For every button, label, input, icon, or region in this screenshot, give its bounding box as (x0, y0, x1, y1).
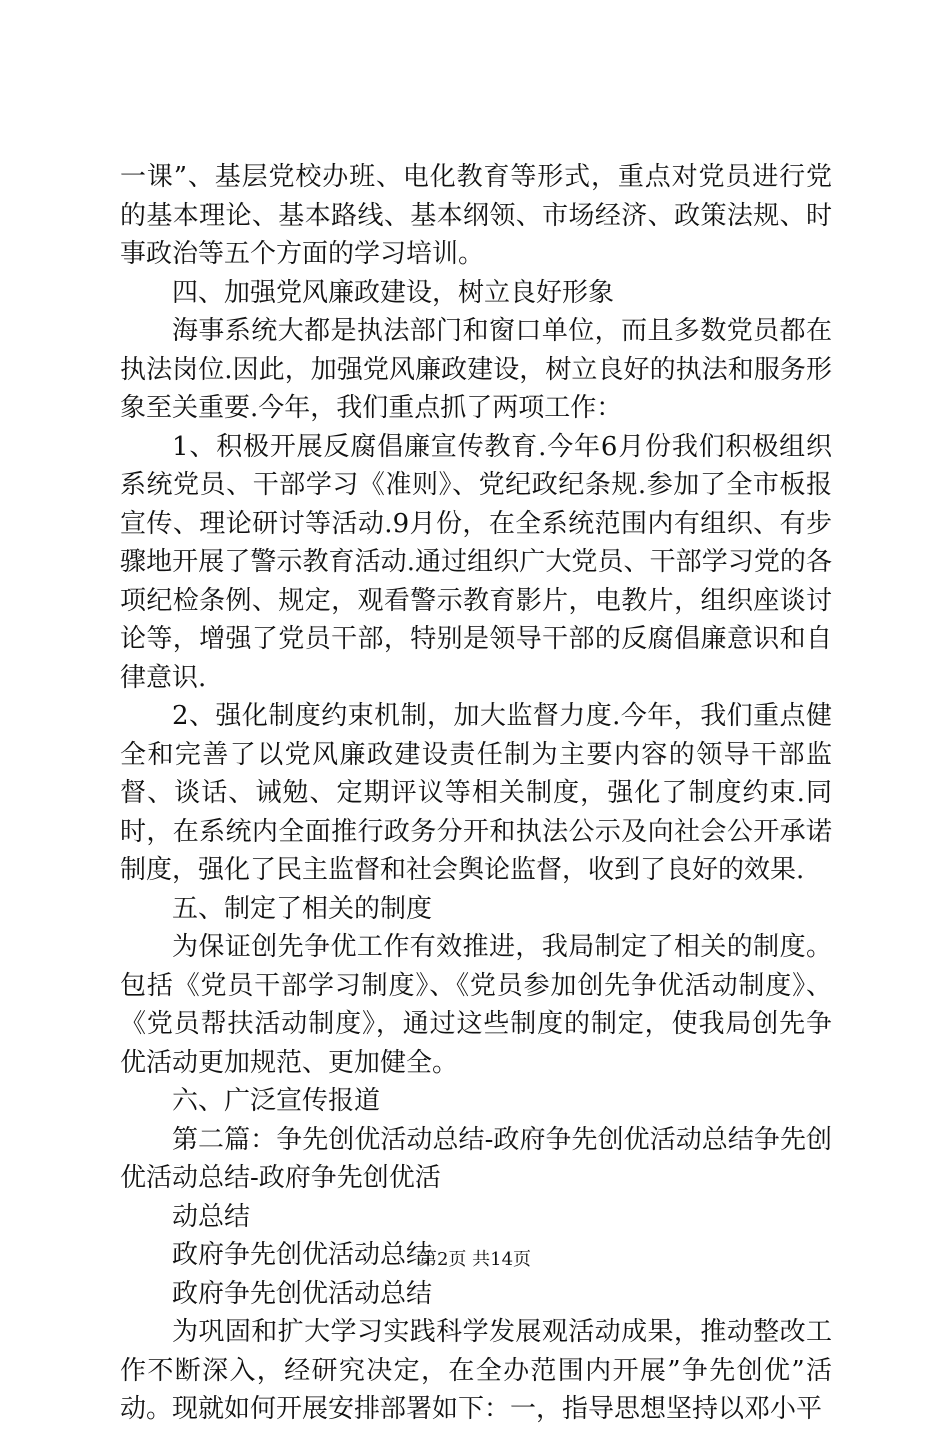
subtitle: 政府争先创优活动总结 (172, 1240, 433, 1270)
paragraph-item-2: 2、强化制度约束机制，加大监督力度.今年，我们重点健全和完善了以党风廉政建设责任制为主要内容的领导干部监督、谈话、诫勉、定期评议等相关制度，强化了制度约束.同时，在系统内全面推行政务分开和执法公示及向社会公开承诺制度，强化了民主监督和社会舆论监督，收到了良好的效果. (120, 701, 832, 885)
section-heading-5: 五、制定了相关的制度 (172, 893, 433, 924)
page-number: 第2页 共14页 (418, 1249, 532, 1270)
paragraph-continuation: 一课”、基层党校办班、电化教育等形式，重点对党员进行党的基本理论、基本路线、基本纲领、市场经济、政策法规、时事政治等五个方面的学习培训。 (120, 162, 832, 269)
paragraph: 为巩固和扩大学习实践科学发展观活动成果，推动整改工作不断深入，经研究决定，在全办范围内开展”争先创优”活动。现就如何开展安排部署如下：一，指导思想坚持以邓小平 (120, 1317, 832, 1424)
paragraph-item-1: 1、积极开展反腐倡廉宣传教育.今年6月份我们积极组织系统党员、干部学习《准则》、党纪政纪条规.参加了全市板报宣传、理论研讨等活动.9月份，在全系统范围内有组织、有步骤地开展了警示教育活动.通过组织广大党员、干部学习党的各项纪检条例、规定，观看警示教育影片，电教片，组织座谈讨论等，增强了党员干部，特别是领导干部的反腐倡廉意识和自律意识. (120, 431, 832, 693)
document-body (120, 158, 832, 1429)
subtitle: 政府争先创优活动总结 (172, 1278, 433, 1309)
chapter-title: 第二篇：争先创优活动总结-政府争先创优活动总结争先创优活动总结-政府争先创优活 (120, 1124, 832, 1193)
paragraph: 为保证创先争优工作有效推进，我局制定了相关的制度。包括《党员干部学习制度》、《党员参加创先争优活动制度》、《党员帮扶活动制度》，通过这些制度的制定，使我局创先争优活动更加规范、更加健全。 (120, 932, 832, 1078)
paragraph: 海事系统大都是执法部门和窗口单位，而且多数党员都在执法岗位.因此，加强党风廉政建设，树立良好的执法和服务形象至关重要.今年，我们重点抓了两项工作： (120, 316, 832, 423)
section-heading-6: 六、广泛宣传报道 (172, 1086, 381, 1116)
section-heading-4: 四、加强党风廉政建设，树立良好形象 (172, 277, 615, 308)
chapter-title-continued: 动总结 (172, 1201, 251, 1232)
